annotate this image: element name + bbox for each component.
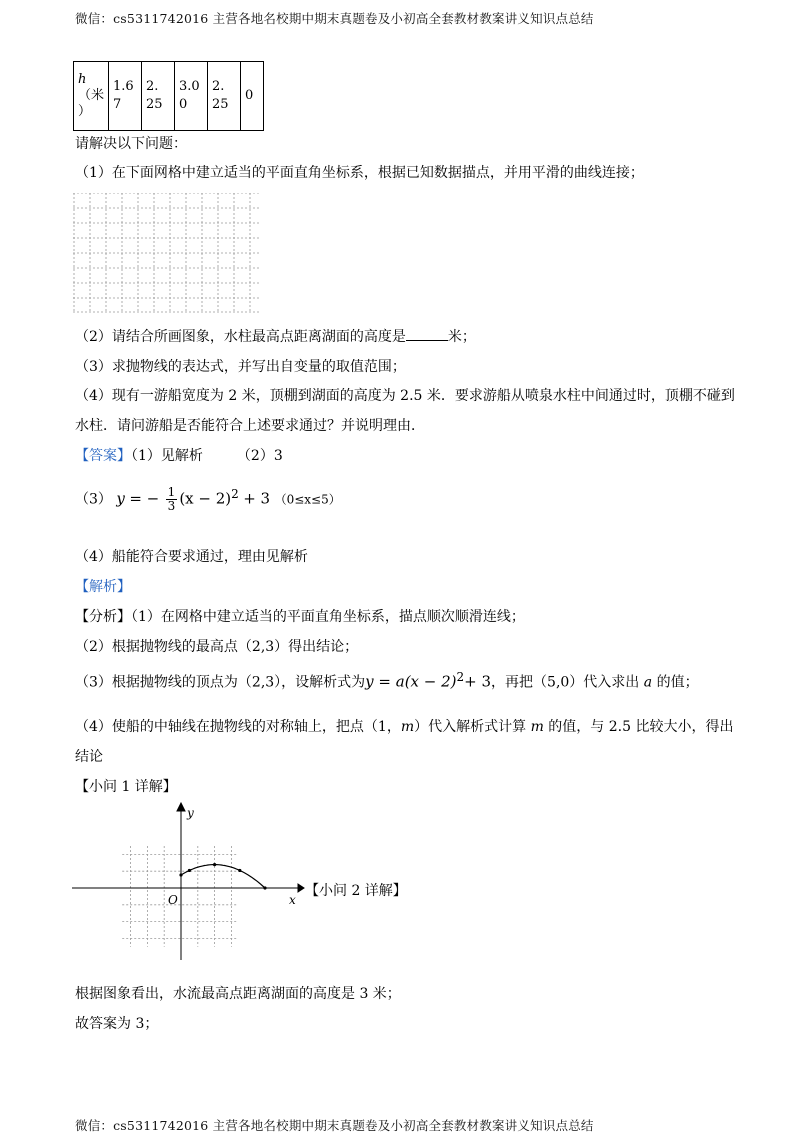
data-point (188, 869, 191, 872)
analysis-1: 【分析】（1）在网格中建立适当的平面直角坐标系，描点顺次顺滑连线； (75, 609, 525, 625)
table-row-label: h （米 ） (74, 62, 109, 131)
analysis-4-line2: 结论 (75, 749, 103, 765)
prompt-text: 请解决以下问题： (75, 136, 187, 152)
analysis-label: 【解析】 (75, 579, 131, 595)
analysis-3: （3）根据抛物线的顶点为（2,3），设解析式为$y = a(x - 2)^2+ 3$，再把（5,0）代入求出 a 的值； (75, 670, 699, 691)
table-cell: 0 (241, 62, 264, 131)
data-point (213, 863, 216, 866)
analysis-4: （4）使船的中轴线在抛物线的对称轴上，把点（1，m）代入解析式计算 m 的值，与 2.5 比较大小，得出 (75, 719, 734, 735)
data-table (73, 61, 264, 131)
table-row (74, 62, 264, 131)
answer-4: （4）船能符合要求通过，理由见解析 (75, 549, 308, 565)
table-cell: 3.0 0 (175, 62, 208, 131)
empty-grid (73, 193, 259, 313)
question-2: （2）请结合所画图象，水柱最高点距离湖面的高度是 米； (75, 329, 476, 345)
y-axis-arrow (177, 803, 185, 811)
question-1: （1）在下面网格中建立适当的平面直角坐标系，根据已知数据描点，并用平滑的曲线连接； (75, 165, 644, 181)
analysis-2: （2）根据抛物线的最高点（2,3）得出结论； (75, 639, 359, 655)
answer-label: 【答案】 (75, 448, 131, 464)
question-4-line2: 水柱．请问游船是否能符合上述要求通过？并说明理由． (75, 418, 425, 434)
final-answer: 故答案为 3； (75, 1016, 159, 1032)
x-axis-arrow (298, 884, 304, 892)
data-point (179, 873, 182, 876)
parabola-graph (70, 798, 310, 968)
conclusion-text: 根据图象看出，水流最高点距离湖面的高度是 3 米； (75, 986, 401, 1002)
y-axis-label: y (187, 806, 194, 820)
subquestion-2-label: 【小问 2 详解】 (305, 883, 407, 899)
table-cell: 2. 25 (208, 62, 241, 131)
answer-line: 【答案】（1）见解析 （2）3 (75, 448, 283, 464)
answer-3-equation: （3） y = − $\frac{1}{3}$ $(x - 2)^2 + 3$ （0≤x≤5） (75, 485, 341, 513)
page-footer: 微信：cs5311742016 主营各地名校期中期末真题卷及小初高全套教材教案讲义知识点总结 (75, 1118, 594, 1133)
question-3: （3）求抛物线的表达式，并写出自变量的取值范围； (75, 359, 406, 375)
x-axis-label: x (289, 893, 296, 907)
fraction: $\frac{1}{3}$ (167, 485, 176, 513)
table-cell: 2. 25 (142, 62, 175, 131)
parabola-curve (181, 865, 265, 888)
data-point (238, 869, 241, 872)
subquestion-1-label: 【小问 1 详解】 (75, 779, 177, 795)
table-cell: 1.6 7 (109, 62, 142, 131)
data-point (263, 886, 266, 889)
page-header: 微信：cs5311742016 主营各地名校期中期末真题卷及小初高全套教材教案讲义知识点总结 (75, 11, 594, 26)
origin-label: O (168, 893, 178, 907)
answer-blank (406, 328, 448, 341)
question-4-line1: （4）现有一游船宽度为 2 米，顶棚到湖面的高度为 2.5 米．要求游船从喷泉水柱中间通过时，顶棚不碰到 (75, 388, 735, 404)
